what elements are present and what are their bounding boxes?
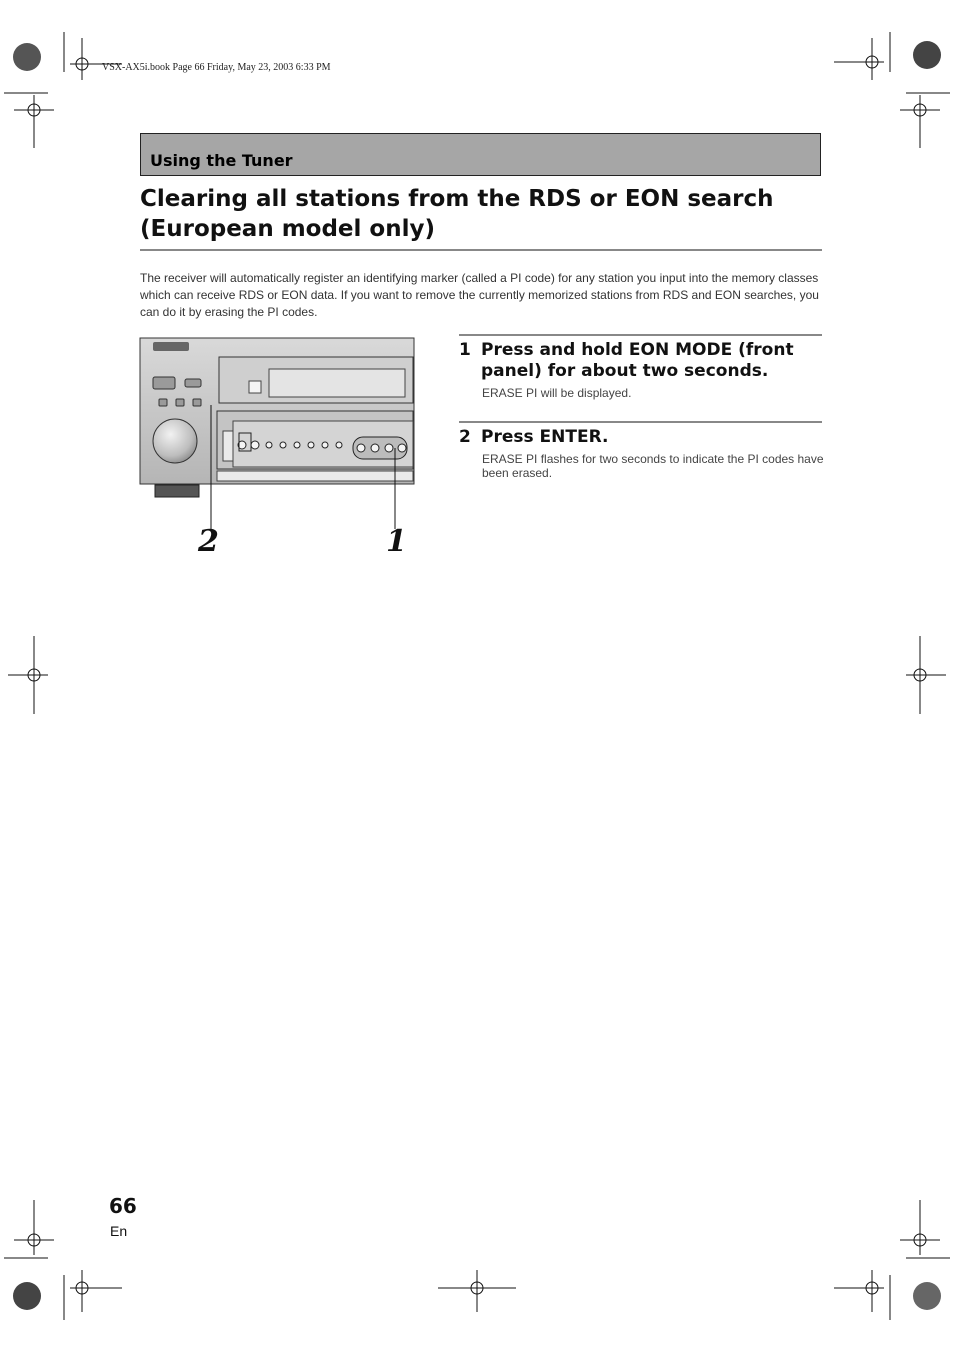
step-number: 1 (459, 340, 471, 360)
step-1-rule (459, 334, 822, 336)
step-1-note: ERASE PI will be displayed. (482, 386, 632, 400)
step-text: Press ENTER. (481, 427, 609, 447)
receiver-front-panel-illustration (139, 337, 415, 499)
step-text: Press and hold EON MODE (front panel) for about two seconds. (481, 340, 794, 381)
callout-number-1: 1 (386, 524, 407, 559)
intro-paragraph: The receiver will automatically register an identifying marker (called a PI code) for any station you input into the memory classes which can receive RDS or EON data. If you want to remove the currently memorized stations from RDS and EON searches, you can do it by erasing the PI codes. (140, 271, 819, 319)
step-2-note: ERASE PI flashes for two seconds to indicate the PI codes have been erased. (482, 452, 824, 480)
callout-number-2: 2 (198, 524, 219, 559)
print-info: VSX-AX5i.book Page 66 Friday, May 23, 2003 6:33 PM (102, 62, 331, 73)
section-title: Using the Tuner (150, 151, 293, 170)
page-language: En (110, 1223, 128, 1239)
step-2-heading (459, 427, 822, 448)
step-2-rule (459, 421, 822, 423)
page-number: 66 (109, 1194, 137, 1218)
page-title: Clearing all stations from the RDS or EON search (European model only) (140, 184, 822, 251)
step-number: 2 (459, 427, 471, 447)
step-1-heading (459, 340, 822, 382)
section-header-bar (140, 133, 821, 176)
